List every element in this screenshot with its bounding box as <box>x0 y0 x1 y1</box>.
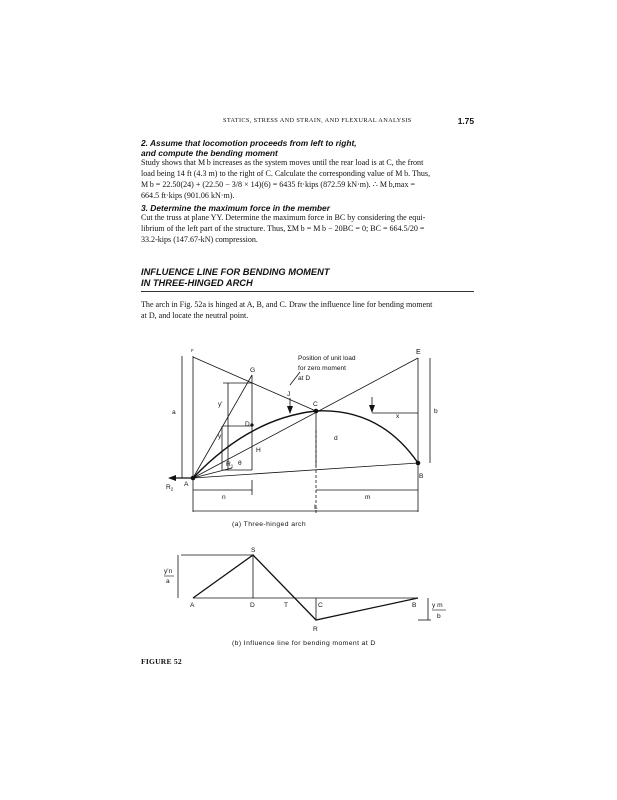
label-G: G <box>250 367 256 374</box>
figure-label: FIGURE 52 <box>141 657 182 666</box>
section-title-line-1: INFLUENCE LINE FOR BENDING MOMENT <box>141 267 330 277</box>
caption-a: (a) Three-hinged arch <box>232 521 307 528</box>
step-2-heading-line-1: 2. Assume that locomotion proceeds from left to right, <box>141 138 357 148</box>
page-number: 1.75 <box>457 116 474 126</box>
label-b-C: C <box>318 602 323 609</box>
label-n: n <box>222 494 226 501</box>
hinge-C <box>314 409 319 414</box>
annotation-line-2: for zero moment <box>298 365 347 372</box>
step-2-line-4: 664.5 ft·kips (901.06 kN·m). <box>141 190 235 200</box>
hinge-B <box>416 461 421 466</box>
label-ym-top: y m <box>432 602 443 609</box>
label-b-T: T <box>284 602 289 609</box>
step-2-line-3: M b = 22.50(24) + (22.50 − 3/8 × 14)(6) = 6435 ft·kips (872.59 kN·m). ∴ M b,max = <box>141 179 416 189</box>
label-H: H <box>256 447 261 454</box>
label-R2: $R_2$ <box>166 484 174 492</box>
label-y: y <box>218 433 222 440</box>
label-b: b <box>434 408 438 415</box>
step-3-line-2: librium of the left part of the structure. Thus, ΣM b = M b − 20BC = 0; BC = 664.5/20 = <box>141 223 425 233</box>
label-F: F <box>191 348 194 353</box>
label-b-D: D <box>250 602 255 609</box>
label-b-S: S <box>251 547 256 554</box>
arrowhead-unit-load-J <box>287 406 293 414</box>
intro-line-2: at D, and locate the neutral point. <box>141 310 249 320</box>
step-3-heading: 3. Determine the maximum force in the member <box>141 203 330 213</box>
label-R1: $R_1$ <box>226 461 234 469</box>
point-D <box>250 423 253 426</box>
arrowhead-unit-load-x <box>369 405 375 413</box>
step-2-line-2: load being 14 ft (4.3 m) to the right of C. Calculate the corresponding value of M b. Thus, <box>141 169 431 179</box>
step-3-line-3: 33.2-kips (147.67-kN) compression. <box>141 234 258 244</box>
influence-line <box>193 555 418 620</box>
label-m: m <box>365 494 371 501</box>
label-ym-bottom: b <box>437 613 441 620</box>
label-C-top: C <box>313 401 318 408</box>
running-title: STATICS, STRESS AND STRAIN, AND FLEXURAL ANALYSIS <box>223 117 412 124</box>
step-3-line-1: Cut the truss at plane YY. Determine the maximum force in BC by considering the equi- <box>141 213 426 223</box>
intro-line-1: The arch in Fig. 52a is hinged at A, B, and C. Draw the influence line for bending moment <box>141 300 433 309</box>
label-A: A <box>184 481 189 488</box>
label-y-prime: y' <box>218 401 223 408</box>
step-2-heading-line-2: and compute the bending moment <box>141 148 278 159</box>
annotation-line-1: Position of unit load <box>298 355 356 362</box>
section-title-line-2: IN THREE-HINGED ARCH <box>141 278 253 288</box>
label-E: E <box>416 349 421 356</box>
caption-b: (b) Influence line for bending moment at D <box>232 640 376 647</box>
label-x: x <box>396 413 400 420</box>
label-b-R: R <box>313 626 318 633</box>
label-D: D <box>245 421 250 428</box>
label-J: J <box>287 391 291 398</box>
annotation-line-3: at D <box>298 375 311 382</box>
step-2-line-1: Study shows that M b increases as the system moves until the rear load is at C, the front <box>141 158 424 168</box>
hinge-A <box>191 476 196 481</box>
label-a: a <box>172 409 176 416</box>
label-d: d <box>334 435 338 442</box>
label-theta: θ <box>238 460 242 467</box>
label-b-B: B <box>412 602 417 609</box>
label-b-A: A <box>190 602 195 609</box>
arrowhead-R2 <box>168 475 176 481</box>
label-yn-top: y'n <box>164 568 173 575</box>
label-B: B <box>419 473 424 480</box>
label-yn-bottom: a <box>166 578 170 585</box>
label-L: L <box>314 504 318 511</box>
